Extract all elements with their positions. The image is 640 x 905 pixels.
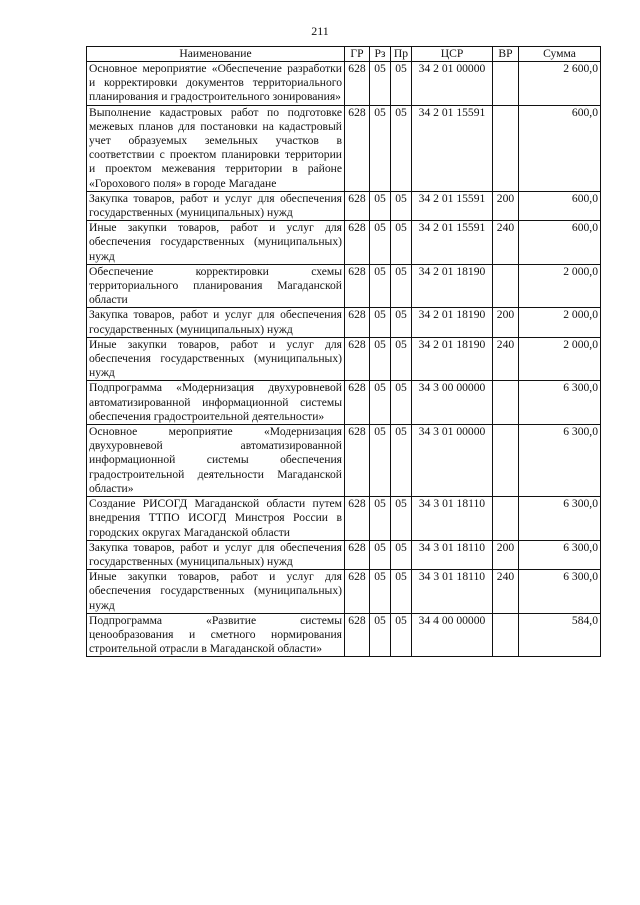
row-rz: 05	[370, 337, 391, 381]
row-gr: 628	[345, 497, 370, 541]
column-header-sum: Сумма	[519, 47, 601, 62]
row-rz: 05	[370, 381, 391, 425]
row-gr: 628	[345, 337, 370, 381]
row-vr	[493, 62, 519, 106]
row-sum: 6 300,0	[519, 497, 601, 541]
row-csr: 34 3 01 18110	[412, 570, 493, 614]
column-header-name: Наименование	[87, 47, 345, 62]
table-row	[87, 191, 601, 220]
table-row	[87, 425, 601, 497]
row-vr	[493, 105, 519, 191]
row-csr: 34 2 01 18190	[412, 337, 493, 381]
row-name: Основное мероприятие «Обеспечение разработки и корректировки документов территориального планирования и градостроительного зонирования»	[87, 62, 345, 106]
row-pr: 05	[391, 613, 412, 657]
table-row	[87, 497, 601, 541]
row-csr: 34 2 01 00000	[412, 62, 493, 106]
row-name: Подпрограмма «Модернизация двухуровневой автоматизированной информационной системы обеспечения градостроительной деятельности»	[87, 381, 345, 425]
table-row	[87, 540, 601, 569]
row-name: Иные закупки товаров, работ и услуг для обеспечения государственных (муниципальных) нужд	[87, 221, 345, 265]
row-gr: 628	[345, 191, 370, 220]
row-name: Закупка товаров, работ и услуг для обеспечения государственных (муниципальных) нужд	[87, 191, 345, 220]
row-gr: 628	[345, 308, 370, 337]
row-sum: 6 300,0	[519, 425, 601, 497]
row-pr: 05	[391, 425, 412, 497]
table-row	[87, 613, 601, 657]
budget-table	[86, 46, 601, 657]
row-rz: 05	[370, 497, 391, 541]
row-gr: 628	[345, 540, 370, 569]
row-pr: 05	[391, 497, 412, 541]
table-row	[87, 264, 601, 308]
row-csr: 34 2 01 18190	[412, 264, 493, 308]
table-row	[87, 381, 601, 425]
row-sum: 6 300,0	[519, 381, 601, 425]
row-rz: 05	[370, 221, 391, 265]
row-sum: 600,0	[519, 105, 601, 191]
row-pr: 05	[391, 221, 412, 265]
row-sum: 600,0	[519, 221, 601, 265]
row-gr: 628	[345, 62, 370, 106]
row-csr: 34 3 01 18110	[412, 497, 493, 541]
row-rz: 05	[370, 613, 391, 657]
row-vr: 200	[493, 308, 519, 337]
row-pr: 05	[391, 308, 412, 337]
row-name: Иные закупки товаров, работ и услуг для обеспечения государственных (муниципальных) нужд	[87, 570, 345, 614]
row-sum: 6 300,0	[519, 540, 601, 569]
row-sum: 584,0	[519, 613, 601, 657]
table-row	[87, 570, 601, 614]
row-csr: 34 2 01 15591	[412, 191, 493, 220]
row-name: Выполнение кадастровых работ по подготовке межевых планов для постановки на кадастровый учет образуемых земельных участков в соответствии с проектом планировки территории и проектом межевания территории в районе «Горохового поля» в городе Магадане	[87, 105, 345, 191]
row-vr: 240	[493, 570, 519, 614]
row-sum: 600,0	[519, 191, 601, 220]
row-gr: 628	[345, 570, 370, 614]
row-vr: 240	[493, 221, 519, 265]
row-gr: 628	[345, 264, 370, 308]
row-vr	[493, 425, 519, 497]
row-gr: 628	[345, 425, 370, 497]
row-pr: 05	[391, 264, 412, 308]
column-header-rz: Рз	[370, 47, 391, 62]
table-row	[87, 308, 601, 337]
row-rz: 05	[370, 425, 391, 497]
row-sum: 2 000,0	[519, 308, 601, 337]
row-sum: 2 000,0	[519, 337, 601, 381]
row-rz: 05	[370, 264, 391, 308]
row-sum: 6 300,0	[519, 570, 601, 614]
table-header-row	[87, 47, 601, 62]
row-rz: 05	[370, 308, 391, 337]
row-csr: 34 3 00 00000	[412, 381, 493, 425]
row-vr	[493, 613, 519, 657]
row-pr: 05	[391, 337, 412, 381]
table-row	[87, 105, 601, 191]
row-rz: 05	[370, 540, 391, 569]
row-gr: 628	[345, 613, 370, 657]
row-rz: 05	[370, 570, 391, 614]
row-name: Обеспечение корректировки схемы территориального планирования Магаданской области	[87, 264, 345, 308]
row-csr: 34 3 01 00000	[412, 425, 493, 497]
row-name: Иные закупки товаров, работ и услуг для обеспечения государственных (муниципальных) нужд	[87, 337, 345, 381]
column-header-gr: ГР	[345, 47, 370, 62]
row-pr: 05	[391, 105, 412, 191]
row-vr: 240	[493, 337, 519, 381]
table-row	[87, 337, 601, 381]
row-name: Создание РИСОГД Магаданской области путем внедрения ТТПО ИСОГД Минстроя России в городских округах Магаданской области	[87, 497, 345, 541]
row-csr: 34 4 00 00000	[412, 613, 493, 657]
row-pr: 05	[391, 62, 412, 106]
row-pr: 05	[391, 540, 412, 569]
row-sum: 2 600,0	[519, 62, 601, 106]
row-vr: 200	[493, 191, 519, 220]
row-rz: 05	[370, 105, 391, 191]
column-header-csr: ЦСР	[412, 47, 493, 62]
row-pr: 05	[391, 381, 412, 425]
row-gr: 628	[345, 381, 370, 425]
row-vr	[493, 264, 519, 308]
row-name: Подпрограмма «Развитие системы ценообразования и сметного нормирования строительной отрасли в Магаданской области»	[87, 613, 345, 657]
page-number: 211	[311, 24, 329, 38]
row-gr: 628	[345, 221, 370, 265]
row-pr: 05	[391, 191, 412, 220]
table-row	[87, 221, 601, 265]
row-csr: 34 2 01 15591	[412, 221, 493, 265]
column-header-vr: ВР	[493, 47, 519, 62]
row-name: Основное мероприятие «Модернизация двухуровневой автоматизированной информационной системы обеспечения градостроительной деятельности Магаданской области»	[87, 425, 345, 497]
row-rz: 05	[370, 191, 391, 220]
row-vr	[493, 381, 519, 425]
column-header-pr: Пр	[391, 47, 412, 62]
row-csr: 34 3 01 18110	[412, 540, 493, 569]
row-gr: 628	[345, 105, 370, 191]
row-sum: 2 000,0	[519, 264, 601, 308]
row-name: Закупка товаров, работ и услуг для обеспечения государственных (муниципальных) нужд	[87, 540, 345, 569]
row-csr: 34 2 01 15591	[412, 105, 493, 191]
row-csr: 34 2 01 18190	[412, 308, 493, 337]
row-name: Закупка товаров, работ и услуг для обеспечения государственных (муниципальных) нужд	[87, 308, 345, 337]
row-vr	[493, 497, 519, 541]
row-rz: 05	[370, 62, 391, 106]
row-pr: 05	[391, 570, 412, 614]
table-row	[87, 62, 601, 106]
row-vr: 200	[493, 540, 519, 569]
